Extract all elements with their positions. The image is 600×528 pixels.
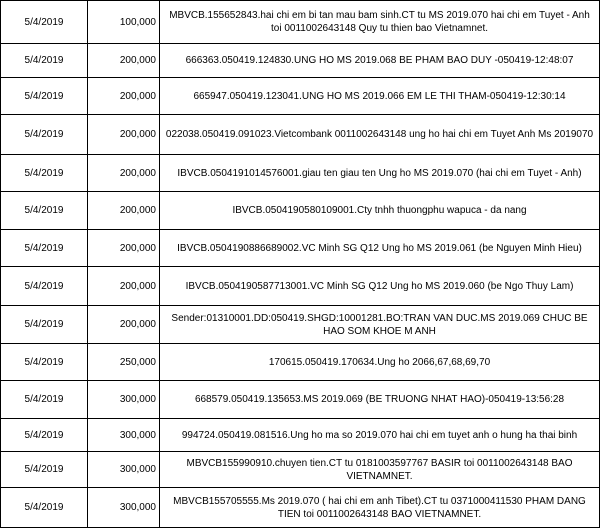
amount-cell[interactable]: 300,000 [88, 488, 160, 528]
table-row [1, 115, 600, 155]
date-cell[interactable]: 5/4/2019 [1, 419, 88, 452]
table-row [1, 44, 600, 78]
amount-cell[interactable]: 200,000 [88, 230, 160, 267]
date-cell[interactable]: 5/4/2019 [1, 306, 88, 344]
amount-cell[interactable]: 200,000 [88, 44, 160, 78]
date-cell[interactable]: 5/4/2019 [1, 192, 88, 230]
date-cell[interactable]: 5/4/2019 [1, 1, 88, 44]
date-cell[interactable]: 5/4/2019 [1, 230, 88, 267]
date-cell[interactable]: 5/4/2019 [1, 155, 88, 192]
description-cell[interactable]: IBVCB.0504191014576001.giau ten giau ten Ung ho MS 2019.070 (hai chi em Tuyet - Anh) [160, 155, 600, 192]
amount-cell[interactable]: 200,000 [88, 306, 160, 344]
table-row [1, 419, 600, 452]
description-cell[interactable]: 170615.050419.170634.Ung ho 2066,67,68,69,70 [160, 344, 600, 381]
date-cell[interactable]: 5/4/2019 [1, 267, 88, 306]
table-row [1, 488, 600, 528]
amount-cell[interactable]: 100,000 [88, 1, 160, 44]
description-cell[interactable]: MBVCB155705555.Ms 2019.070 ( hai chi em anh Tibet).CT tu 0371000411530 PHAM DANG TIEN toi 0011002643148 BAO VIETNAMNET. [160, 488, 600, 528]
description-cell[interactable]: 022038.050419.091023.Vietcombank 0011002643148 ung ho hai chi em Tuyet Anh Ms 2019070 [160, 115, 600, 155]
table-row [1, 344, 600, 381]
amount-cell[interactable]: 200,000 [88, 115, 160, 155]
description-cell[interactable]: IBVCB.0504190580109001.Cty tnhh thuongphu wapuca - da nang [160, 192, 600, 230]
date-cell[interactable]: 5/4/2019 [1, 44, 88, 78]
date-cell[interactable]: 5/4/2019 [1, 452, 88, 488]
table-row [1, 452, 600, 488]
amount-cell[interactable]: 200,000 [88, 155, 160, 192]
description-cell[interactable]: 666363.050419.124830.UNG HO MS 2019.068 BE PHAM BAO DUY -050419-12:48:07 [160, 44, 600, 78]
amount-cell[interactable]: 250,000 [88, 344, 160, 381]
description-cell[interactable]: IBVCB.0504190587713001.VC Minh SG Q12 Ung ho MS 2019.060 (be Ngo Thuy Lam) [160, 267, 600, 306]
table-row [1, 381, 600, 419]
amount-cell[interactable]: 300,000 [88, 381, 160, 419]
description-cell[interactable]: 665947.050419.123041.UNG HO MS 2019.066 EM LE THI THAM-050419-12:30:14 [160, 78, 600, 115]
description-cell[interactable]: Sender:01310001.DD:050419.SHGD:10001281.BO:TRAN VAN DUC.MS 2019.069 CHUC BE HAO SOM KHOE M ANH [160, 306, 600, 344]
table-row [1, 78, 600, 115]
date-cell[interactable]: 5/4/2019 [1, 344, 88, 381]
date-cell[interactable]: 5/4/2019 [1, 78, 88, 115]
amount-cell[interactable]: 300,000 [88, 452, 160, 488]
date-cell[interactable]: 5/4/2019 [1, 488, 88, 528]
description-cell[interactable]: 668579.050419.135653.MS 2019.069 (BE TRUONG NHAT HAO)-050419-13:56:28 [160, 381, 600, 419]
table-row [1, 1, 600, 44]
description-cell[interactable]: 994724.050419.081516.Ung ho ma so 2019.070 hai chi em tuyet anh o hung ha thai binh [160, 419, 600, 452]
table-row [1, 230, 600, 267]
amount-cell[interactable]: 200,000 [88, 192, 160, 230]
table-row [1, 155, 600, 192]
amount-cell[interactable]: 200,000 [88, 78, 160, 115]
amount-cell[interactable]: 300,000 [88, 419, 160, 452]
date-cell[interactable]: 5/4/2019 [1, 381, 88, 419]
table-row [1, 192, 600, 230]
description-cell[interactable]: MBVCB155990910.chuyen tien.CT tu 0181003597767 BASIR toi 0011002643148 BAO VIETNAMNET. [160, 452, 600, 488]
description-cell[interactable]: IBVCB.0504190886689002.VC Minh SG Q12 Ung ho MS 2019.061 (be Nguyen Minh Hieu) [160, 230, 600, 267]
description-cell[interactable]: MBVCB.155652843.hai chi em bi tan mau bam sinh.CT tu MS 2019.070 hai chi em Tuyet - Anh toi 0011002643148 Quy tu thien bao Vietnamnet. [160, 1, 600, 44]
date-cell[interactable]: 5/4/2019 [1, 115, 88, 155]
amount-cell[interactable]: 200,000 [88, 267, 160, 306]
table-row [1, 267, 600, 306]
table-row [1, 306, 600, 344]
